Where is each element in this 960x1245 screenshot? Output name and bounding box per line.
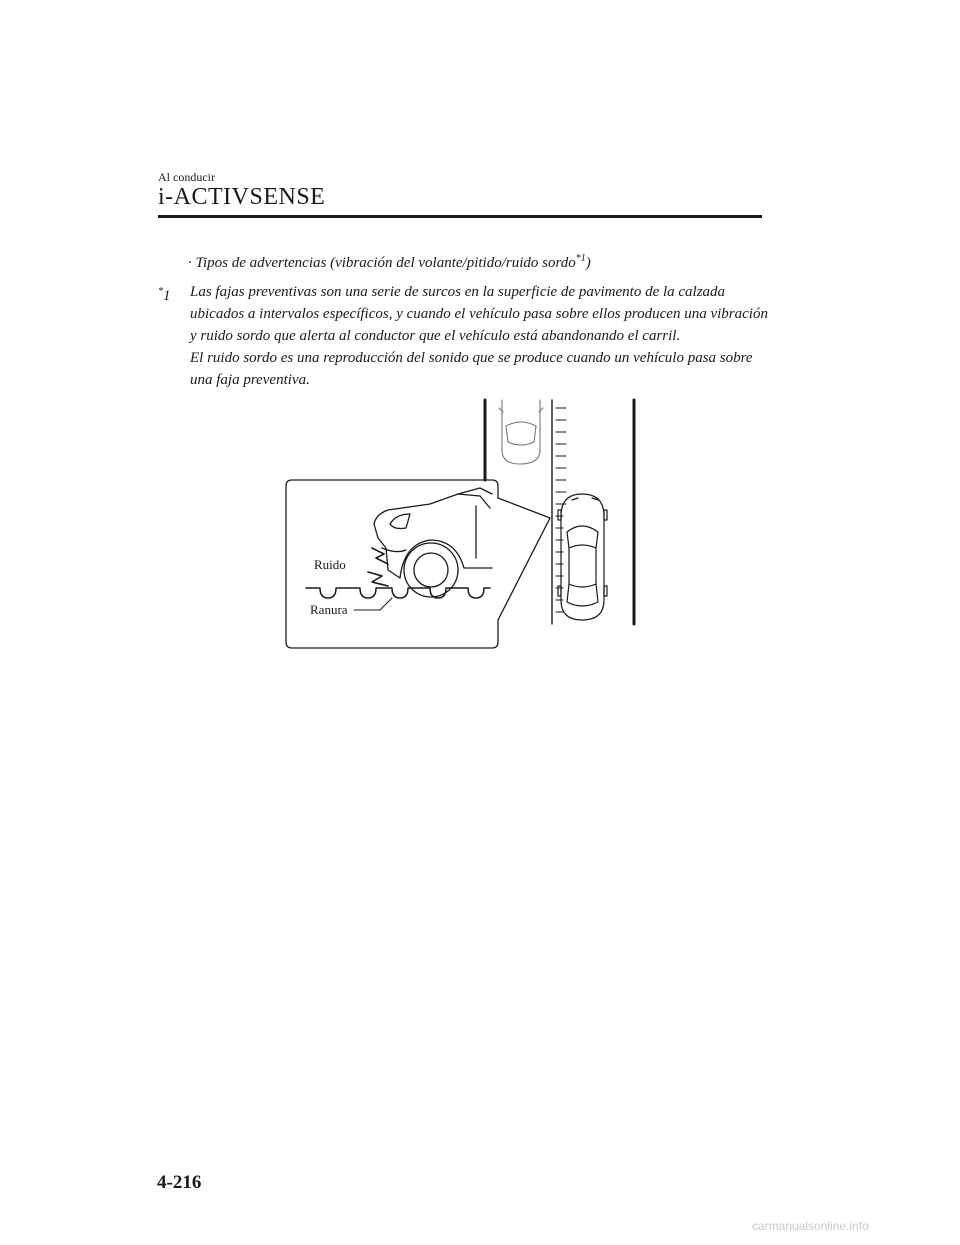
grooved-road-surface: [306, 588, 490, 598]
car-ahead: [499, 400, 543, 464]
bullet-close: ): [585, 255, 591, 271]
groove-label: Ranura: [310, 602, 348, 617]
footnote-body: [190, 281, 778, 391]
footnote-asterisk: *: [158, 286, 163, 297]
car-side-view: [374, 488, 492, 597]
footnote-marker: [158, 281, 171, 307]
warning-types-bullet: [188, 253, 591, 272]
groove-leader-line: [354, 598, 392, 610]
footnote-paragraph-1: Las fajas preventivas son una serie de surcos en la superficie de pavimento de la calzada ubicados a intervalos específicos, y cuando el vehículo pasa sobre ellos producen una vibración y ruido sordo que alerta al conductor que el vehículo está abandonando el carril.: [190, 284, 768, 344]
noise-icon: [368, 548, 388, 586]
section-label: Al conducir: [158, 170, 215, 184]
noise-label: Ruido: [314, 557, 346, 572]
rumble-strip-figure: [280, 398, 650, 650]
footnote-number: 1: [163, 288, 171, 304]
watermark: carmanualsonline.info: [752, 1219, 869, 1233]
own-car: [558, 494, 607, 620]
page-number: 4-216: [157, 1172, 202, 1193]
header-rule: [158, 215, 762, 218]
footnote: [158, 281, 778, 391]
bullet-dot: ·: [188, 255, 192, 271]
bullet-footnote-ref: *1: [575, 253, 586, 264]
footnote-paragraph-2: El ruido sordo es una reproducción del sonido que se produce cuando un vehículo pasa sobre una faja preventiva.: [190, 350, 753, 388]
bullet-text: Tipos de advertencias (vibración del volante/pitido/ruido sordo: [195, 255, 576, 271]
chapter-title: i-ACTIVSENSE: [158, 184, 326, 210]
rumble-strip-illustration: [280, 398, 650, 650]
